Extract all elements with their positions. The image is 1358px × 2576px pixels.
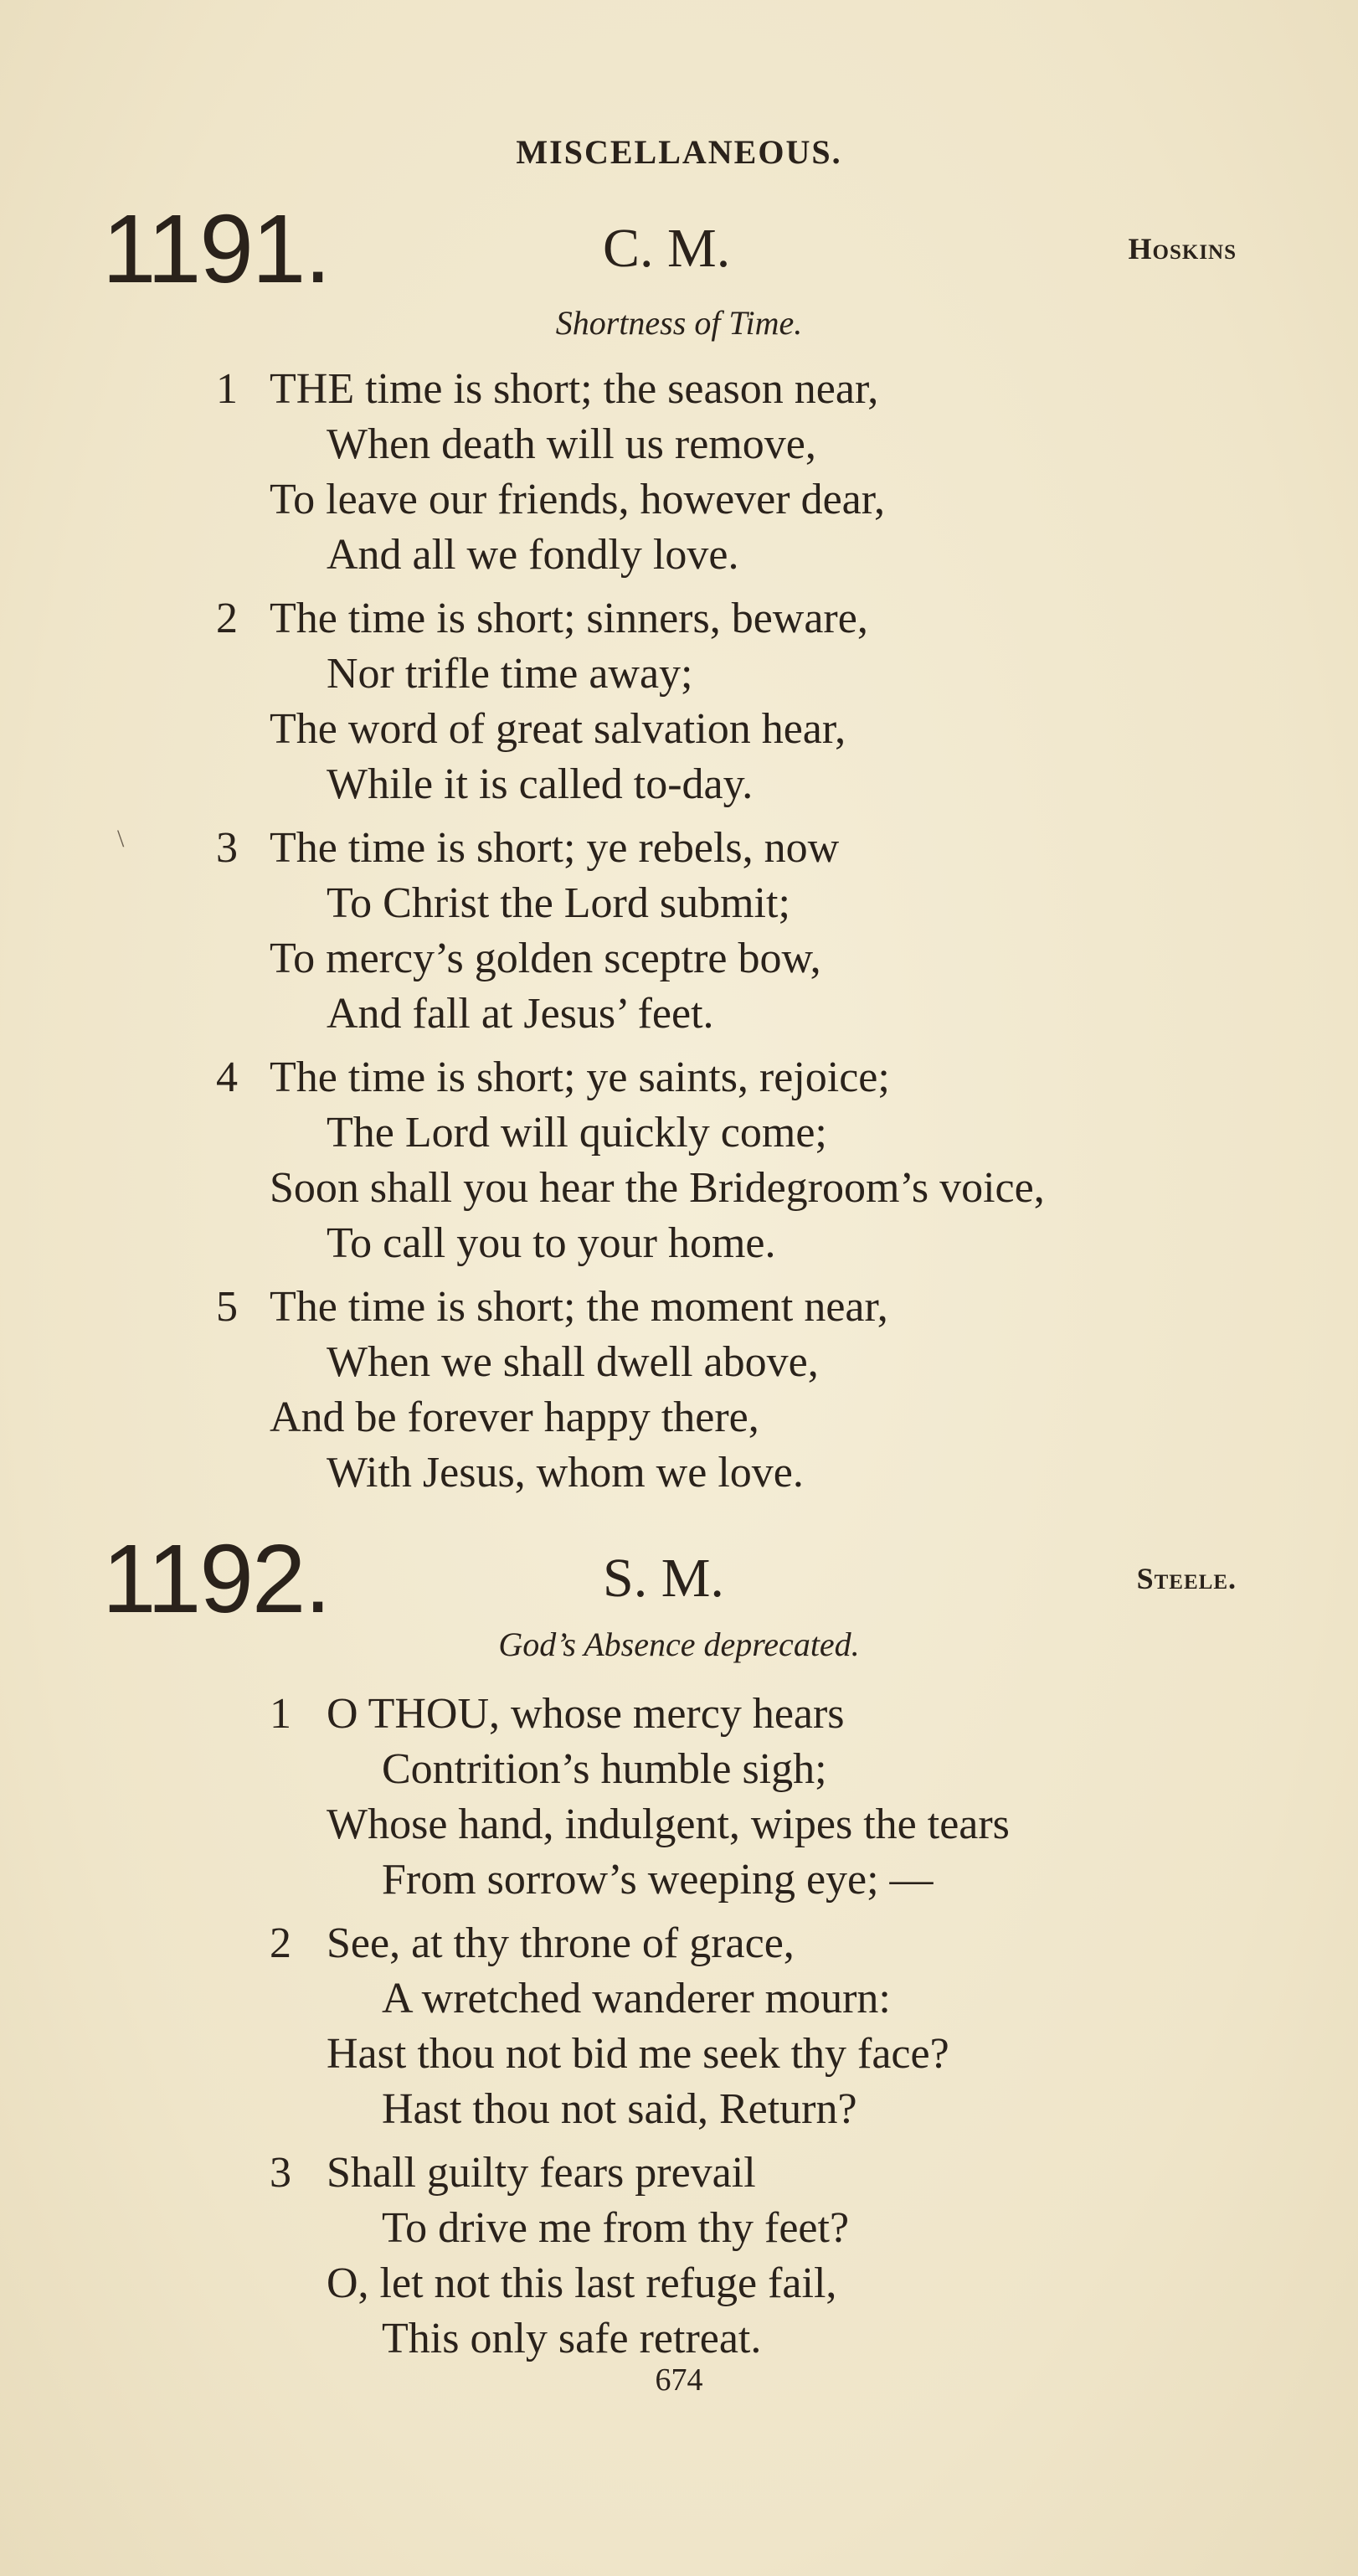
verse-number: 2 — [270, 1919, 291, 1967]
verse-line: To call you to your home. — [327, 1219, 776, 1267]
verse-line: The time is short; ye rebels, now — [270, 824, 840, 872]
page-number: 674 — [655, 2362, 703, 2398]
verse-line: With Jesus, whom we love. — [327, 1449, 804, 1497]
hymn-number: 1191. — [102, 194, 330, 303]
hymn-heading — [0, 194, 1358, 303]
verse-line: Nor trifle time away; — [327, 650, 693, 698]
verse-line: When death will us remove, — [327, 420, 816, 468]
verse-line: Contrition’s humble sigh; — [382, 1745, 827, 1793]
verse-line: See, at thy throne of grace, — [327, 1919, 795, 1967]
verse-number: 5 — [216, 1283, 238, 1331]
verse-number: 4 — [216, 1054, 238, 1101]
hymn-title: Shortness of Time. — [555, 304, 803, 342]
verse-line: And be forever happy there, — [270, 1394, 759, 1441]
verse-line: The time is short; the moment near, — [270, 1283, 888, 1331]
verse-number: 1 — [270, 1690, 291, 1738]
verse-number: 1 — [216, 365, 238, 413]
hymn-composer: Steele. — [1136, 1562, 1237, 1595]
verse-line: When we shall dwell above, — [327, 1338, 819, 1386]
hymn-heading — [0, 1524, 1358, 1633]
hymn-meter: S. M. — [603, 1548, 724, 1609]
verse-line: The word of great salvation hear, — [270, 705, 846, 753]
verse-line: This only safe retreat. — [382, 2315, 762, 2362]
verse-number: 3 — [216, 824, 238, 872]
hymn-number: 1192. — [102, 1524, 330, 1633]
verse-line: And all we fondly love. — [327, 531, 739, 579]
verse-line: From sorrow’s weeping eye; — — [382, 1856, 934, 1904]
verse-line: Hast thou not bid me seek thy face? — [327, 2030, 949, 2078]
running-header: MISCELLANEOUS. — [516, 133, 842, 171]
hymn-title: God’s Absence deprecated. — [498, 1625, 860, 1663]
verse-line: To Christ the Lord submit; — [327, 879, 790, 927]
verse-line: THE time is short; the season near, — [270, 365, 879, 413]
verse-line: To mercy’s golden sceptre bow, — [270, 935, 821, 982]
verse-line: Whose hand, indulgent, wipes the tears — [327, 1801, 1010, 1848]
verse-line: To leave our friends, however dear, — [270, 476, 885, 523]
verse-line: To drive me from thy feet? — [382, 2204, 850, 2252]
verse-line: Soon shall you hear the Bridegroom’s voice, — [270, 1164, 1045, 1212]
verse-line: While it is called to-day. — [327, 760, 754, 808]
verse-line: And fall at Jesus’ feet. — [327, 990, 714, 1038]
hymn-meter: C. M. — [603, 218, 731, 279]
verse-line: O THOU, whose mercy hears — [327, 1690, 845, 1738]
verse-number: 3 — [270, 2149, 291, 2197]
verse-line: The time is short; sinners, beware, — [270, 595, 868, 642]
verse-line: Hast thou not said, Return? — [382, 2085, 857, 2133]
stray-mark: \ — [117, 825, 125, 853]
verse-line: O, let not this last refuge fail, — [327, 2259, 837, 2307]
verse-line: The Lord will quickly come; — [327, 1109, 827, 1157]
verse-line: A wretched wanderer mourn: — [382, 1975, 891, 2022]
verse-line: Shall guilty fears prevail — [327, 2149, 756, 2197]
verse-line: The time is short; ye saints, rejoice; — [270, 1054, 890, 1101]
verse-number: 2 — [216, 595, 238, 642]
hymn-composer: Hoskins — [1128, 232, 1237, 265]
